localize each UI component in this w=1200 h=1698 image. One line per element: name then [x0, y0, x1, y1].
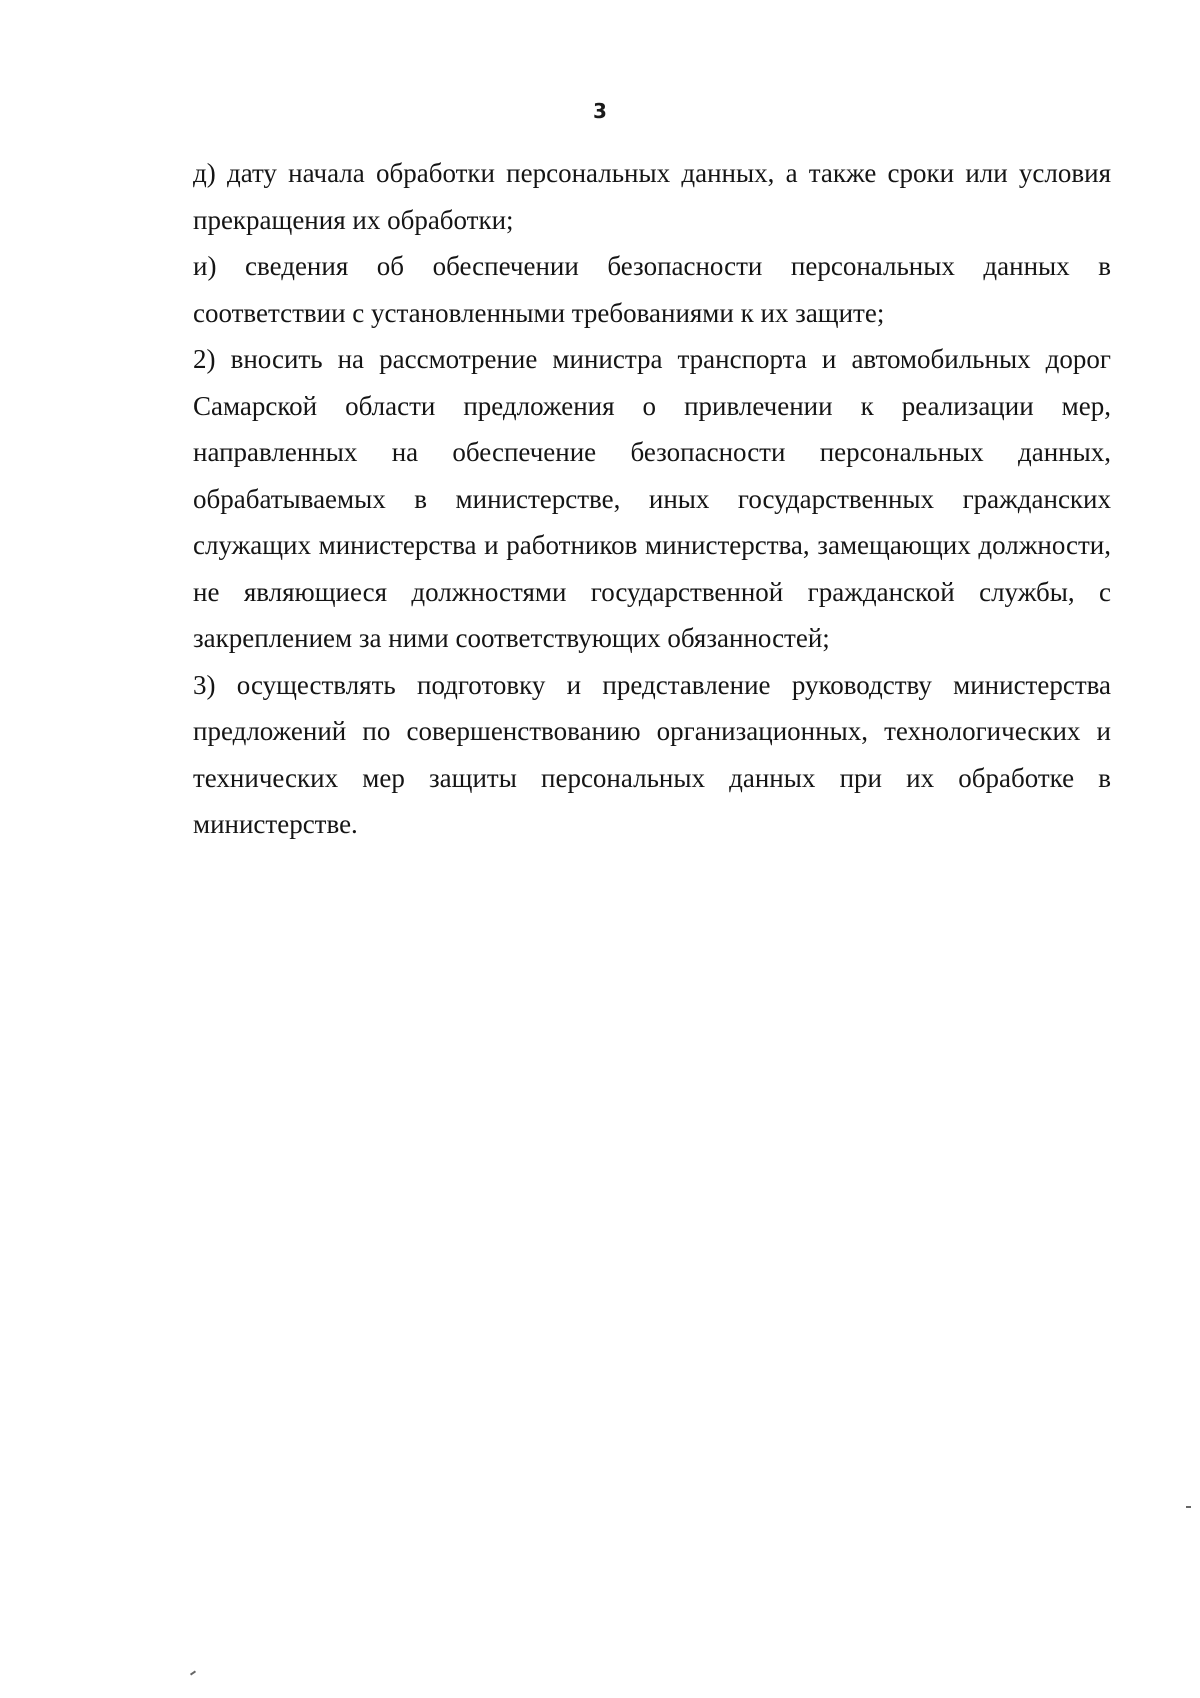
- paragraph-i-security-info: и) сведения об обеспечении безопасности персональных данных в соответствии с установленными требованиями к их защите;: [193, 251, 1111, 328]
- page-number: 3: [593, 99, 607, 123]
- scan-speck: [1186, 1506, 1191, 1508]
- paragraph-3-improvements: 3) осуществлять подготовку и представление руководству министерства предложений по совершенствованию организационных, технологических и технических мер защиты персональных данных при их обработке в министерстве.: [193, 669, 1111, 839]
- paragraph-2-proposals: 2) вносить на рассмотрение министра транспорта и автомобильных дорог Самарской области предложения о привлечении к реализации мер, направленных на обеспечение безопасности персональных данных, обрабатываемых в министерстве, иных государственных гражданских служащих министерства и работников министерства, замещающих должности, не являющиеся должностями государственной гражданской службы, с закреплением за ними соответствующих обязанностей;: [193, 344, 1111, 653]
- paragraph-d-processing-dates: д) дату начала обработки персональных данных, а также сроки или условия прекращения их обработки;: [193, 158, 1111, 235]
- document-body: [193, 150, 1111, 848]
- scan-speck: [190, 1670, 196, 1675]
